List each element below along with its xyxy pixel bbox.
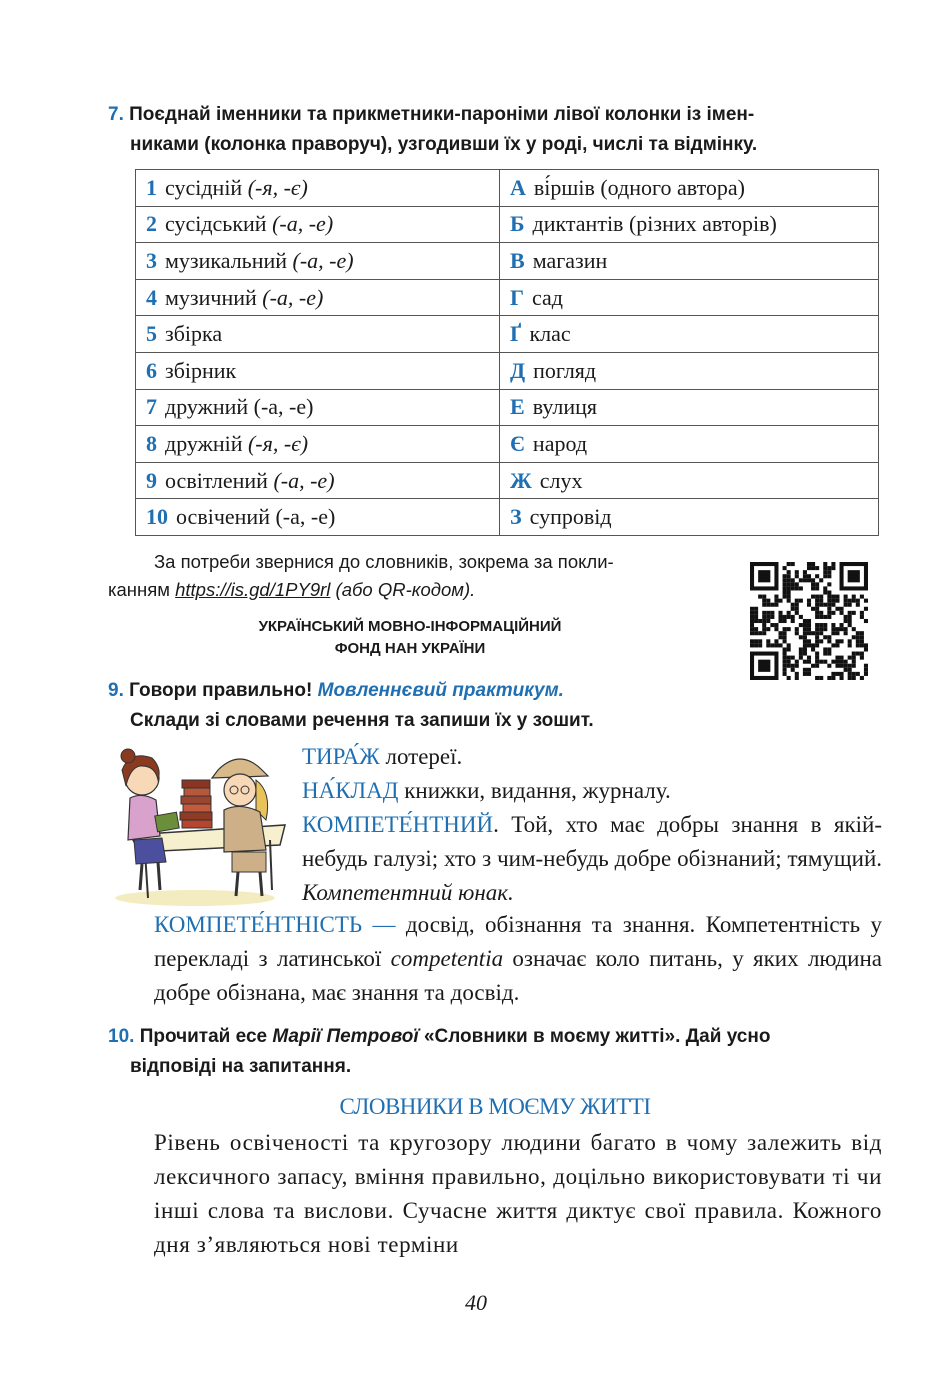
definition-text: досвід, обізнання та знання. Компетентність у перекладі з латинської xyxy=(154,912,882,971)
table-row xyxy=(136,206,879,243)
right-word: диктантів (різних авторів) xyxy=(532,211,777,237)
right-word: ві́ршів (одного автора) xyxy=(533,174,745,200)
left-word: дружній xyxy=(165,430,243,456)
table-row xyxy=(136,170,879,207)
table-row xyxy=(136,316,879,353)
left-number: 3 xyxy=(146,247,157,273)
definition-kompetentnyi xyxy=(302,808,882,910)
left-word: дружний (-а, -е) xyxy=(165,394,314,420)
definition-text: . Той, хто має добры знання в якій-небудь галузі; хто з чим-небудь добре обізнаний; тямущий. xyxy=(302,812,882,871)
right-cell xyxy=(500,279,879,316)
left-number: 9 xyxy=(146,467,157,493)
right-cell xyxy=(500,243,879,280)
table-row xyxy=(136,389,879,426)
usage-example: Компетентний юнак. xyxy=(302,880,514,905)
hint-text-qr: (або QR-кодом). xyxy=(330,579,476,600)
right-cell xyxy=(500,389,879,426)
right-cell xyxy=(500,316,879,353)
qr-code[interactable] xyxy=(750,562,868,680)
essay-title: СЛОВНИКИ В МОЄМУ ЖИТТІ xyxy=(339,1094,651,1119)
left-number: 4 xyxy=(146,284,157,310)
task-number: 7. xyxy=(108,104,124,125)
task-7 xyxy=(108,100,878,160)
right-word: народ xyxy=(532,430,588,456)
essay-body xyxy=(108,1126,882,1262)
essay-paragraph: Рівень освіченості та кругозору людини багато в чому залежить від лексичного запасу, вміння правильно, доцільно використовувати ті чи інші слова та вислови. Сучасне життя диктує свої правила. Кожного дня з’являються нові терміни xyxy=(154,1130,882,1257)
table-row xyxy=(136,279,879,316)
term-kompetentnist: КОМПЕТЕ́НТНІСТЬ — xyxy=(154,912,396,937)
left-endings: (-а, -е) xyxy=(262,284,324,310)
right-cell xyxy=(500,170,879,207)
left-number: 5 xyxy=(146,321,157,347)
right-letter: Д xyxy=(510,357,526,383)
hint-line-1: За потреби звернися до словників, зокрема за покли- xyxy=(154,551,614,572)
right-letter: Ґ xyxy=(510,321,522,347)
definition-text: лотереї. xyxy=(379,744,463,769)
right-word: вулиця xyxy=(532,394,598,420)
left-word: освітлений xyxy=(165,467,268,493)
definition-naklad xyxy=(302,774,882,808)
left-number: 1 xyxy=(146,174,157,200)
page-number: 40 xyxy=(465,1290,487,1315)
left-endings: (-я, -є) xyxy=(247,430,309,456)
left-cell xyxy=(136,206,500,243)
definition-kompetentnist-text xyxy=(108,908,882,1010)
table-row xyxy=(136,462,879,499)
fund-line-1: УКРАЇНСЬКИЙ МОВНО-ІНФОРМАЦІЙНИЙ xyxy=(258,618,562,635)
task-number: 10. xyxy=(108,1026,135,1047)
essay-author: Марії Петрової xyxy=(272,1026,419,1047)
right-cell xyxy=(500,206,879,243)
left-number: 7 xyxy=(146,394,157,420)
left-cell xyxy=(136,462,500,499)
right-word: погляд xyxy=(533,357,597,383)
right-letter: Б xyxy=(510,211,525,237)
girls-reading-illustration xyxy=(100,740,290,910)
task-number: 9. xyxy=(108,680,124,701)
left-cell xyxy=(136,389,500,426)
right-letter: Е xyxy=(510,394,525,420)
right-letter: З xyxy=(510,504,522,530)
task-7-line-1 xyxy=(108,100,878,130)
right-word: сад xyxy=(532,284,563,310)
right-cell xyxy=(500,426,879,463)
table-row xyxy=(136,352,879,389)
right-letter: Г xyxy=(510,284,524,310)
left-cell xyxy=(136,316,500,353)
term-naklad: НА́КЛАД xyxy=(302,778,399,803)
task-7-text: Поєднай іменники та прикметники-пароніми лівої колонки із імен- xyxy=(129,104,755,125)
left-word: збірка xyxy=(165,321,223,347)
paronyms-table xyxy=(135,169,879,536)
task-9-lead: Говори правильно! xyxy=(129,680,313,701)
practicum-label: Мовленнєвий практикум. xyxy=(317,680,564,701)
task-9 xyxy=(108,676,898,736)
definition-text-end: означає коло питань, у яких людина добре обізнана, має знання та досвід. xyxy=(154,946,882,1005)
right-letter: Ж xyxy=(510,467,532,493)
left-cell xyxy=(136,352,500,389)
left-number: 6 xyxy=(146,357,157,383)
task-10-text-end: «Словники в моєму житті». Дай усно xyxy=(418,1026,771,1047)
right-letter: Є xyxy=(510,430,525,456)
left-word: сусідній xyxy=(165,174,243,200)
task-10 xyxy=(108,1022,898,1082)
left-word: музикальний xyxy=(165,247,288,273)
right-letter: В xyxy=(510,247,525,273)
left-endings: (-я, -є) xyxy=(247,174,308,200)
task-10-line-2: відповіді на запитання. xyxy=(130,1056,352,1077)
task-7-line-2: никами (колонка праворуч), узгодивши їх у роді, числі та відмінку. xyxy=(130,134,758,155)
dictionary-hint xyxy=(108,548,720,604)
left-cell xyxy=(136,279,500,316)
task-10-line-1 xyxy=(108,1022,898,1052)
left-endings: (-а, -е) xyxy=(292,247,354,273)
task-9-line-1 xyxy=(108,676,898,706)
table-row xyxy=(136,426,879,463)
left-cell xyxy=(136,170,500,207)
hint-text: канням xyxy=(108,579,176,600)
fund-name xyxy=(190,616,630,660)
definition-kompetentnist xyxy=(108,908,882,1010)
right-word: магазин xyxy=(532,247,608,273)
left-word: сусідський xyxy=(165,211,267,237)
latin-word: competentia xyxy=(390,946,504,971)
right-cell xyxy=(500,352,879,389)
fund-line-2: ФОНД НАН УКРАЇНИ xyxy=(334,640,486,657)
definition-tyrazh xyxy=(302,740,882,774)
left-endings: (-а, -е) xyxy=(272,211,334,237)
left-number: 8 xyxy=(146,430,157,456)
term-kompetentnyi: КОМПЕТЕ́НТНИЙ xyxy=(302,812,494,837)
left-word: збірник xyxy=(165,357,237,383)
hint-line-2 xyxy=(108,576,720,604)
table-row xyxy=(136,499,879,536)
left-cell xyxy=(136,243,500,280)
task-9-line-2: Склади зі словами речення та запиши їх у зошит. xyxy=(130,710,594,731)
dictionary-link[interactable]: https://is.gd/1PY9rl xyxy=(175,579,331,600)
right-word: супровід xyxy=(529,504,612,530)
left-number: 10 xyxy=(146,504,168,530)
left-cell xyxy=(136,426,500,463)
right-letter: А xyxy=(510,174,526,200)
left-endings: (-а, -е) xyxy=(273,467,335,493)
word-definitions xyxy=(302,740,882,910)
left-word: освічений (-а, -е) xyxy=(176,504,336,530)
left-number: 2 xyxy=(146,211,157,237)
table-row xyxy=(136,243,879,280)
right-cell xyxy=(500,462,879,499)
right-cell xyxy=(500,499,879,536)
right-word: клас xyxy=(529,321,571,347)
definition-text: книжки, видання, журналу. xyxy=(398,778,671,803)
task-10-text: Прочитай есе xyxy=(139,1026,273,1047)
term-tyrazh: ТИРА́Ж xyxy=(302,744,380,769)
left-word: музичний xyxy=(165,284,257,310)
left-cell xyxy=(136,499,500,536)
right-word: слух xyxy=(539,467,583,493)
